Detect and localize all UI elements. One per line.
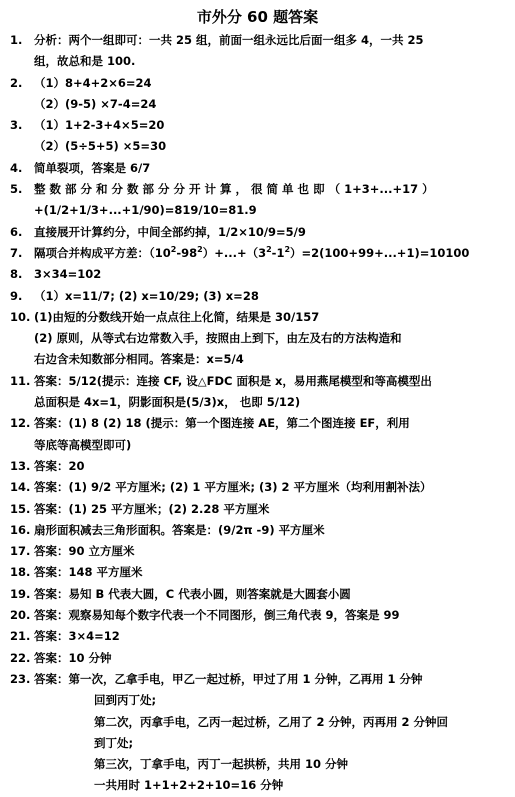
answer-list (10, 30, 505, 797)
answer-line: 答案：90 立方厘米 (34, 544, 135, 559)
answer-body (34, 520, 505, 541)
answer-number: 5. (10, 182, 23, 197)
answer-body (34, 286, 505, 307)
answer-item (10, 733, 505, 754)
answer-body (34, 456, 505, 477)
answer-number: 6. (10, 224, 23, 239)
answer-number: 22. (10, 650, 31, 665)
answer-line: 右边含未知数部分相同。答案是：x=5/4 (34, 352, 244, 367)
answer-line: (1)由短的分数线开始一点点往上化简，结果是 30/157 (34, 309, 320, 324)
answer-sheet-page (0, 4, 515, 793)
answer-item (10, 30, 505, 73)
answer-item (10, 520, 505, 541)
answer-number: 11. (10, 373, 31, 388)
answer-number (10, 775, 34, 796)
answer-item (10, 115, 505, 158)
answer-body (34, 158, 505, 179)
answer-number: 18. (10, 565, 31, 580)
answer-item (10, 286, 505, 307)
answer-body (34, 690, 505, 711)
answer-line: （2）(9-5) ×7-4=24 (34, 96, 157, 111)
answer-body (34, 584, 505, 605)
answer-body (34, 562, 505, 583)
answer-line: 答案：第一次，乙拿手电，甲乙一起过桥，甲过了用 1 分钟，乙再用 1 分钟 (34, 671, 423, 686)
answer-line: 3×34=102 (34, 267, 102, 282)
answer-line: （1）1+2-3+4×5=20 (34, 118, 165, 133)
answer-line: 组，故总和是 100. (34, 54, 136, 69)
answer-number: 12. (10, 416, 31, 431)
answer-line: 答案：5/12(提示：连接 CF, 设△FDC 面积是 x，易用燕尾模型和等高模型出 (34, 373, 432, 388)
page-title: 市外分 60 题答案 (196, 8, 319, 26)
answer-number: 17. (10, 544, 31, 559)
answer-line: 答案：(1) 25 平方厘米；(2) 2.28 平方厘米 (34, 501, 270, 516)
answer-body (34, 307, 505, 328)
answer-body (34, 499, 505, 520)
answer-line: 答案：148 平方厘米 (34, 565, 143, 580)
answer-line: 回到丙丁处; (94, 693, 157, 708)
answer-number: 7. (10, 245, 23, 260)
answer-body (34, 264, 505, 285)
answer-body (34, 328, 505, 371)
answer-number: 19. (10, 586, 31, 601)
answer-line: 答案：易知 B 代表大圆，C 代表小圆，则答案就是大圆套小圆 (34, 586, 351, 601)
answer-item (10, 179, 505, 200)
answer-body (34, 712, 505, 733)
answer-body (34, 179, 505, 200)
answer-item (10, 669, 505, 690)
answer-line: 一共用时 1+1+2+2+10=16 分钟 (94, 778, 284, 793)
answer-number (10, 690, 34, 711)
answer-body (34, 30, 505, 73)
answer-item (10, 200, 505, 221)
answer-body (34, 733, 505, 754)
answer-line: 第二次，丙拿手电，乙丙一起过桥，乙用了 2 分钟，丙再用 2 分钟回 (94, 714, 449, 729)
answer-item (10, 690, 505, 711)
answer-number: 20. (10, 608, 31, 623)
answer-number (10, 328, 34, 371)
answer-line: 答案：观察易知每个数字代表一个不同图形，倒三角代表 9，答案是 99 (34, 608, 400, 623)
answer-line: 答案：(1) 9/2 平方厘米; (2) 1 平方厘米; (3) 2 平方厘米（均利用割补法） (34, 480, 432, 495)
answer-body (34, 754, 505, 775)
answer-item (10, 307, 505, 328)
answer-line: 第三次，丁拿手电，丙丁一起拱桥，共用 10 分钟 (94, 757, 349, 772)
answer-item (10, 562, 505, 583)
answer-line: 到丁处; (94, 735, 134, 750)
answer-body (34, 626, 505, 647)
answer-line: （1）8+4+2×6=24 (34, 75, 152, 90)
answer-item (10, 626, 505, 647)
answer-item (10, 499, 505, 520)
answer-number: 2. (10, 75, 23, 90)
answer-number: 14. (10, 480, 31, 495)
answer-number: 10. (10, 309, 31, 324)
answer-item (10, 712, 505, 733)
answer-number (10, 712, 34, 733)
answer-number (10, 754, 34, 775)
answer-item (10, 541, 505, 562)
answer-number: 21. (10, 629, 31, 644)
answer-line: （2）(5÷5+5) ×5=30 (34, 139, 167, 154)
answer-body (34, 477, 505, 498)
answer-body (34, 541, 505, 562)
answer-item (10, 328, 505, 371)
answer-line: 答案：3×4=12 (34, 629, 120, 644)
answer-line: 扇形面积减去三角形面积。答案是：(9/2π -9) 平方厘米 (34, 522, 325, 537)
answer-item (10, 754, 505, 775)
answer-body (34, 371, 505, 414)
answer-body (34, 200, 505, 221)
answer-item (10, 584, 505, 605)
answer-line: 简单裂项，答案是 6/7 (34, 160, 151, 175)
answer-body (34, 243, 505, 264)
answer-item (10, 158, 505, 179)
answer-body (34, 605, 505, 626)
answer-number: 4. (10, 160, 23, 175)
answer-item (10, 456, 505, 477)
answer-line: （1）x=11/7; (2) x=10/29; (3) x=28 (34, 288, 259, 303)
answer-body (34, 222, 505, 243)
answer-number: 9. (10, 288, 23, 303)
answer-line: 答案：(1) 8 (2) 18 (提示：第一个图连接 AE，第二个图连接 EF，利用 (34, 416, 410, 431)
answer-line: 隔项合并构成平方差：$(10^2-98^2)+...+(3^2-1^2)=2(100+99+...+1)=10100$ (34, 245, 470, 260)
answer-item (10, 243, 505, 264)
answer-body (34, 73, 505, 116)
answer-number: 13. (10, 458, 31, 473)
answer-item (10, 264, 505, 285)
answer-line: (2) 原则，从等式右边常数入手，按照由上到下，由左及右的方法构造和 (34, 331, 402, 346)
answer-number (10, 733, 34, 754)
answer-number (10, 200, 34, 221)
answer-line: 分析：两个一组即可：一共 25 组，前面一组永远比后面一组多 4，一共 25 (34, 33, 424, 47)
answer-body (34, 669, 505, 690)
answer-body (34, 775, 505, 796)
answer-item (10, 371, 505, 414)
answer-number: 15. (10, 501, 31, 516)
answer-item (10, 73, 505, 116)
answer-number: 8. (10, 267, 23, 282)
answer-item (10, 222, 505, 243)
answer-line: 答案：20 (34, 458, 85, 473)
answer-line: 直接展开计算约分，中间全部约掉，1/2×10/9=5/9 (34, 224, 306, 239)
answer-line: 总面积是 4x=1，阴影面积是(5/3)x， 也即 5/12) (34, 395, 301, 410)
answer-item (10, 605, 505, 626)
answer-line: 整 数 部 分 和 分 数 部 分 分 开 计 算 ， 很 简 单 也 即 （ 1+3+...+17 ） (34, 182, 434, 197)
answer-number: 16. (10, 522, 31, 537)
answer-number: 23. (10, 671, 31, 686)
answer-line: +(1/2+1/3+...+1/90)=819/10=81.9 (34, 203, 257, 218)
answer-body (34, 648, 505, 669)
answer-line: 答案：10 分钟 (34, 650, 112, 665)
answer-item (10, 477, 505, 498)
answer-body (34, 115, 505, 158)
answer-number: 1. (10, 33, 23, 47)
answer-number: 3. (10, 118, 23, 133)
answer-body (34, 413, 505, 456)
answer-item (10, 775, 505, 796)
answer-item (10, 413, 505, 456)
answer-item (10, 648, 505, 669)
answer-line: 等底等高模型即可) (34, 437, 132, 452)
